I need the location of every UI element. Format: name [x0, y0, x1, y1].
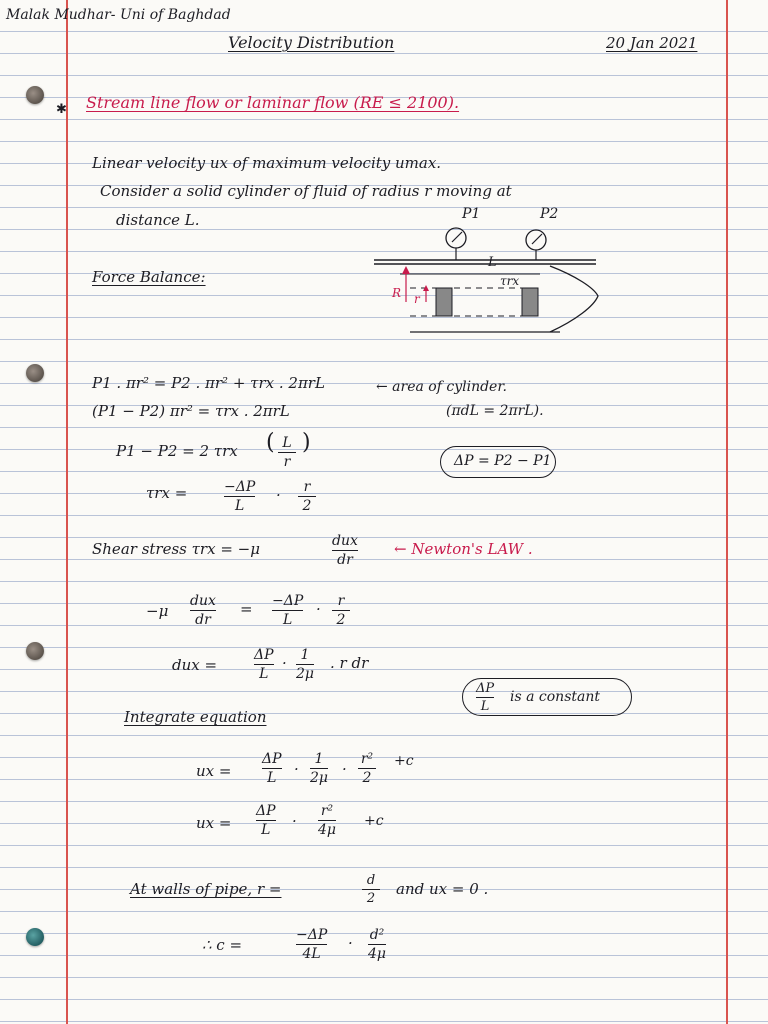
equation-8-left: ux = [196, 814, 232, 832]
frac-den: r [283, 454, 291, 471]
dot-operator: · [292, 812, 297, 830]
equation-4-frac1 [224, 480, 255, 513]
integrate-heading: Integrate equation [124, 708, 267, 726]
equation-6-tail: . r dr [330, 654, 369, 672]
equation-9-frac2 [368, 928, 386, 961]
dot-operator: · [316, 600, 321, 618]
equation-6-left: dux = [172, 656, 218, 674]
equation-9-frac1 [296, 928, 327, 961]
text-line: Linear velocity ux of maximum velocity umax. [92, 154, 442, 172]
equation-8-frac1 [256, 804, 276, 837]
equation-7-tail: +c [394, 753, 414, 769]
equation-4-frac2 [298, 480, 316, 513]
diagram-label-L: L [488, 255, 497, 270]
pipe-diagram [370, 222, 610, 342]
text-line: distance L. [116, 211, 200, 229]
margin-line [66, 0, 68, 1024]
equation-5-frac3 [332, 594, 350, 627]
frac-den: L [261, 822, 271, 839]
equation-8-frac2 [318, 804, 336, 837]
frac-den: 2 [302, 498, 312, 515]
equation-5-frac1 [190, 594, 216, 627]
wall-condition-frac [362, 874, 380, 905]
frac-den: dr [195, 612, 211, 629]
equation-7-frac1 [262, 752, 282, 785]
diagram-label-p2: P2 [540, 206, 559, 222]
frac-den: L [282, 612, 293, 629]
equation-6-frac1 [254, 648, 274, 681]
cloud-note-text: is a constant [510, 689, 600, 705]
equation-1: P1 . πr² = P2 . πr² + τrx . 2πrL [92, 374, 325, 392]
diagram-label-p1: P1 [462, 206, 481, 222]
binder-hole [26, 928, 44, 946]
frac-den: 4L [302, 946, 321, 963]
frac-num: dux [332, 533, 358, 549]
frac-den: 4μ [368, 946, 387, 963]
frac-num: L [282, 435, 292, 451]
dot-operator: · [348, 934, 353, 952]
frac-num: r² [360, 751, 374, 767]
cloud-note-text: ΔP = P2 − P1 [454, 453, 552, 469]
frac-den: 2 [366, 891, 376, 907]
frac-num: 1 [300, 647, 310, 663]
frac-den: L [267, 770, 277, 787]
cloud-note-frac [476, 682, 494, 713]
equation-9-left: ∴ c = [202, 936, 243, 954]
frac-num: ΔP [256, 803, 276, 819]
text-line: Consider a solid cylinder of fluid of radius r moving at [100, 182, 512, 200]
dot-operator: · [294, 760, 299, 778]
frac-num: r² [320, 803, 334, 819]
equation-3-left: P1 − P2 = 2 τrx [116, 442, 238, 460]
newtons-law-note: ← Newton's LAW . [394, 540, 533, 558]
frac-num: d [366, 873, 376, 888]
equation-4-left: τrx = [146, 484, 188, 502]
dot-operator: · [342, 760, 347, 778]
frac-den: dr [337, 552, 353, 569]
frac-num: −ΔP [224, 479, 256, 495]
frac-num: r [337, 593, 345, 609]
frac-num: −ΔP [296, 927, 328, 943]
page-title: Velocity Distribution [228, 33, 395, 52]
frac-den: 4μ [318, 822, 337, 839]
margin-line-right [726, 0, 728, 1024]
shear-stress-frac [332, 534, 358, 567]
frac-den: 2μ [296, 666, 315, 683]
shear-stress-left: Shear stress τrx = −μ [92, 540, 260, 558]
dot-operator: · [276, 486, 281, 504]
frac-den: L [234, 498, 245, 515]
diagram-label-shear: τrx [500, 274, 520, 288]
section-heading: Stream line flow or laminar flow (RE ≤ 2100). [86, 93, 460, 112]
binder-hole [26, 86, 44, 104]
binder-hole [26, 364, 44, 382]
frac-den: L [480, 699, 490, 715]
equation-6-frac2 [296, 648, 314, 681]
paren-close: ) [302, 430, 311, 455]
dot-operator: · [282, 654, 287, 672]
frac-num: ΔP [254, 647, 274, 663]
equation-2: (P1 − P2) πr² = τrx . 2πrL [92, 402, 290, 420]
equation-8-tail: +c [364, 813, 384, 829]
frac-den: 2 [362, 770, 372, 787]
equation-7-frac2 [310, 752, 328, 785]
force-balance-heading: Force Balance: [92, 268, 206, 286]
equation-7-frac3 [358, 752, 376, 785]
frac-num: ΔP [476, 681, 495, 696]
frac-num: r [303, 479, 311, 495]
frac-den: L [259, 666, 269, 683]
equation-5-frac2 [272, 594, 303, 627]
frac-num: ΔP [262, 751, 282, 767]
equation-2-note: (πdL = 2πrL). [446, 403, 544, 419]
frac-num: d² [369, 927, 385, 943]
equation-3-fraction [278, 436, 296, 469]
paren-open: ( [266, 430, 275, 455]
diagram-label-R: R [392, 286, 402, 300]
author-note: Malak Mudhar- Uni of Baghdad [6, 7, 231, 23]
star-bullet-icon: ✱ [56, 102, 67, 117]
equation-1-note: ← area of cylinder. [376, 379, 507, 395]
frac-num: −ΔP [272, 593, 304, 609]
equation-7-left: ux = [196, 762, 232, 780]
frac-num: dux [190, 593, 216, 609]
page-date: 20 Jan 2021 [606, 34, 698, 52]
binder-hole [26, 642, 44, 660]
diagram-label-r: r [414, 292, 420, 306]
wall-condition-tail: and ux = 0 . [396, 880, 489, 898]
frac-den: 2 [336, 612, 346, 629]
equals-sign: = [240, 600, 253, 618]
frac-num: 1 [314, 751, 324, 767]
frac-den: 2μ [310, 770, 329, 787]
equation-5-left: −μ [146, 602, 169, 620]
wall-condition-left: At walls of pipe, r = [130, 880, 282, 898]
